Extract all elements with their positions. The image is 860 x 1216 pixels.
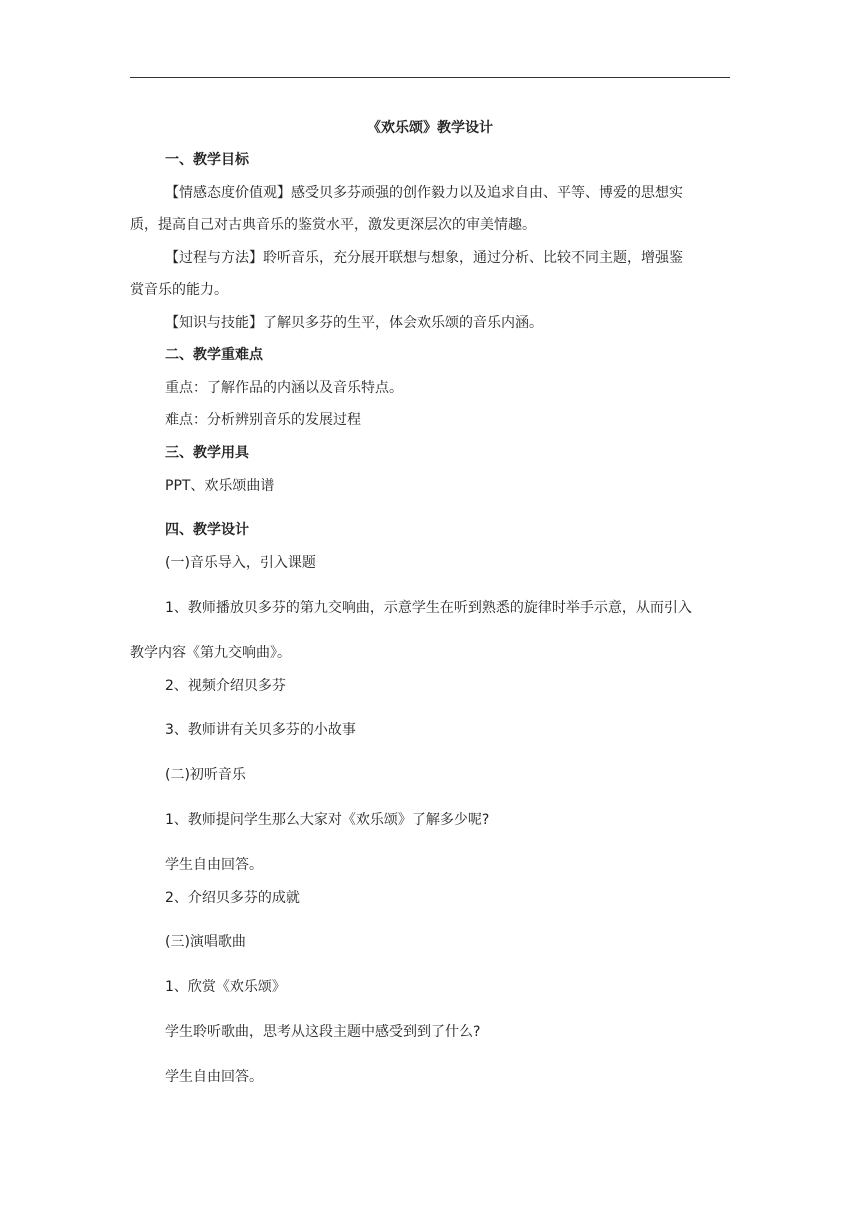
document-title: 《欢乐颂》教学设计 xyxy=(367,120,493,136)
part1-heading: (一)音乐导入，引入课题 xyxy=(165,555,316,571)
key-point: 重点：了解作品的内涵以及音乐特点。 xyxy=(165,380,403,396)
part3-answer: 学生自由回答。 xyxy=(165,1069,263,1085)
part1-item1-line2: 教学内容《第九交响曲》。 xyxy=(130,645,291,661)
objective-process-line1: 【过程与方法】聆听音乐，充分展开联想与想象，通过分析、比较不同主题，增强鉴 xyxy=(165,250,683,266)
objective-attitude-line2: 质，提高自己对古典音乐的鉴赏水平，激发更深层次的审美情趣。 xyxy=(130,217,536,233)
part1-item2: 2、视频介绍贝多芬 xyxy=(165,678,286,694)
objective-process-line2: 赏音乐的能力。 xyxy=(130,282,228,298)
part1-item1-line1: 1、教师播放贝多芬的第九交响曲，示意学生在听到熟悉的旋律时举手示意，从而引入 xyxy=(165,600,692,616)
difficult-point: 难点：分析辨别音乐的发展过程 xyxy=(165,412,361,428)
section-heading-design: 四、教学设计 xyxy=(165,522,249,538)
part3-item1: 1、欣赏《欢乐颂》 xyxy=(165,979,286,995)
teaching-tools: PPT、欢乐颂曲谱 xyxy=(165,478,275,494)
part3-listen: 学生聆听歌曲，思考从这段主题中感受到到了什么? xyxy=(165,1024,481,1040)
part1-item3: 3、教师讲有关贝多芬的小故事 xyxy=(165,722,356,738)
objective-attitude-line1: 【情感态度价值观】感受贝多芬顽强的创作毅力以及追求自由、平等、博爱的思想实 xyxy=(165,185,683,201)
section-heading-key-points: 二、教学重难点 xyxy=(165,347,263,363)
part2-item2: 2、介绍贝多芬的成就 xyxy=(165,890,300,906)
objective-knowledge: 【知识与技能】了解贝多芬的生平，体会欢乐颂的音乐内涵。 xyxy=(165,315,543,331)
part2-answer: 学生自由回答。 xyxy=(165,857,263,873)
part2-heading: (二)初听音乐 xyxy=(165,767,246,783)
part3-heading: (三)演唱歌曲 xyxy=(165,934,246,950)
part2-item1: 1、教师提问学生那么大家对《欢乐颂》了解多少呢? xyxy=(165,812,490,828)
section-heading-objectives: 一、教学目标 xyxy=(165,152,249,168)
header-rule xyxy=(130,77,730,78)
section-heading-tools: 三、教学用具 xyxy=(165,445,249,461)
